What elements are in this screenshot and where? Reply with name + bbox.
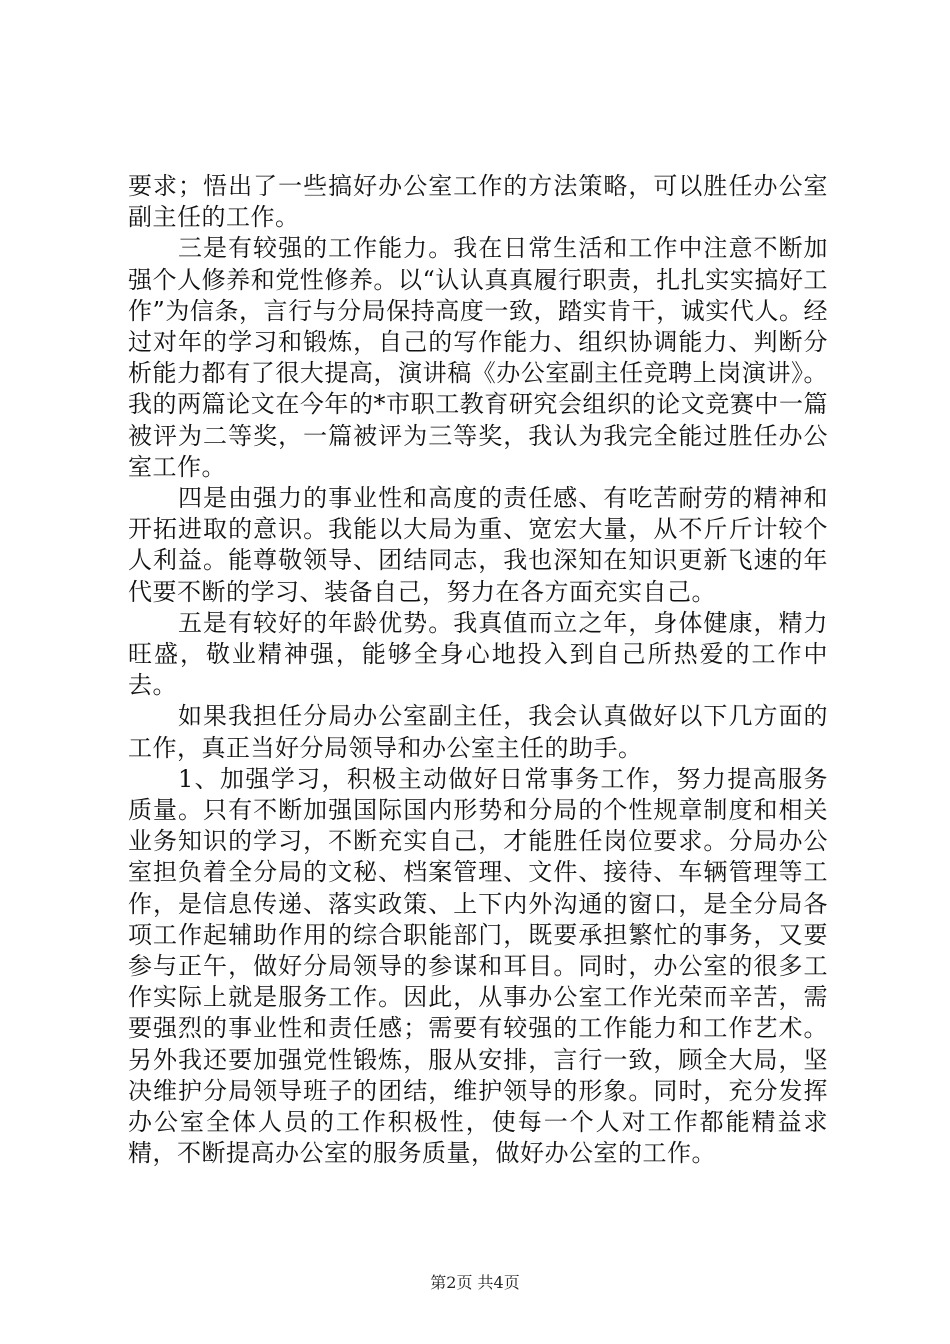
paragraph-work-ability: 三是有较强的工作能力。我在日常生活和工作中注意不断加强个人修养和党性修养。以“认认真真履行职责，扎扎实实搞好工作”为信条，言行与分局保持高度一致，踏实肯干，诚实代人。经过对年的学习和锻炼，自己的写作能力、组织协调能力、判断分析能力都有了很大提高，演讲稿《办公室副主任竞聘上岗演讲》。我的两篇论文在今年的*市职工教育研究会组织的论文竞赛中一篇被评为二等奖，一篇被评为三等奖，我认为我完全能过胜任办公室工作。 xyxy=(128,234,828,481)
paragraph-item-1: 1、加强学习，积极主动做好日常事务工作，努力提高服务质量。只有不断加强国际国内形势和分局的个性规章制度和相关业务知识的学习，不断充实自己，才能胜任岗位要求。分局办公室担负着全分局的文秘、档案管理、文件、接待、车辆管理等工作，是信息传递、落实政策、上下内外沟通的窗口，是全分局各项工作起辅助作用的综合职能部门，既要承担繁忙的事务，又要参与正午，做好分局领导的参谋和耳目。同时，办公室的很多工作实际上就是服务工作。因此，从事办公室工作光荣而辛苦，需要强烈的事业性和责任感；需要有较强的工作能力和工作艺术。另外我还要加强党性锻炼，服从安排，言行一致，顾全大局，坚决维护分局领导班子的团结，维护领导的形象。同时，充分发挥办公室全体人员的工作积极性，使每一个人对工作都能精益求精，不断提高办公室的服务质量，做好办公室的工作。 xyxy=(128,764,828,1168)
paragraph-responsibility: 四是由强力的事业性和高度的责任感、有吃苦耐劳的精神和开拓进取的意识。我能以大局为重、宽宏大量，从不斤斤计较个人利益。能尊敬领导、团结同志，我也深知在知识更新飞速的年代要不断的学习、装备自己，努力在各方面充实自己。 xyxy=(128,484,828,606)
paragraph-if-appointed: 如果我担任分局办公室副主任，我会认真做好以下几方面的工作，真正当好分局领导和办公室主任的助手。 xyxy=(128,702,828,762)
page-number-footer: 第2页 共4页 xyxy=(430,1273,520,1292)
document-body xyxy=(128,171,828,1170)
paragraph-continuation: 要求；悟出了一些搞好办公室工作的方法策略，可以胜任办公室副主任的工作。 xyxy=(128,172,828,232)
paragraph-age-advantage: 五是有较好的年龄优势。我真值而立之年，身体健康，精力旺盛，敬业精神强，能够全身心地投入到自己所热爱的工作中去。 xyxy=(128,608,828,700)
